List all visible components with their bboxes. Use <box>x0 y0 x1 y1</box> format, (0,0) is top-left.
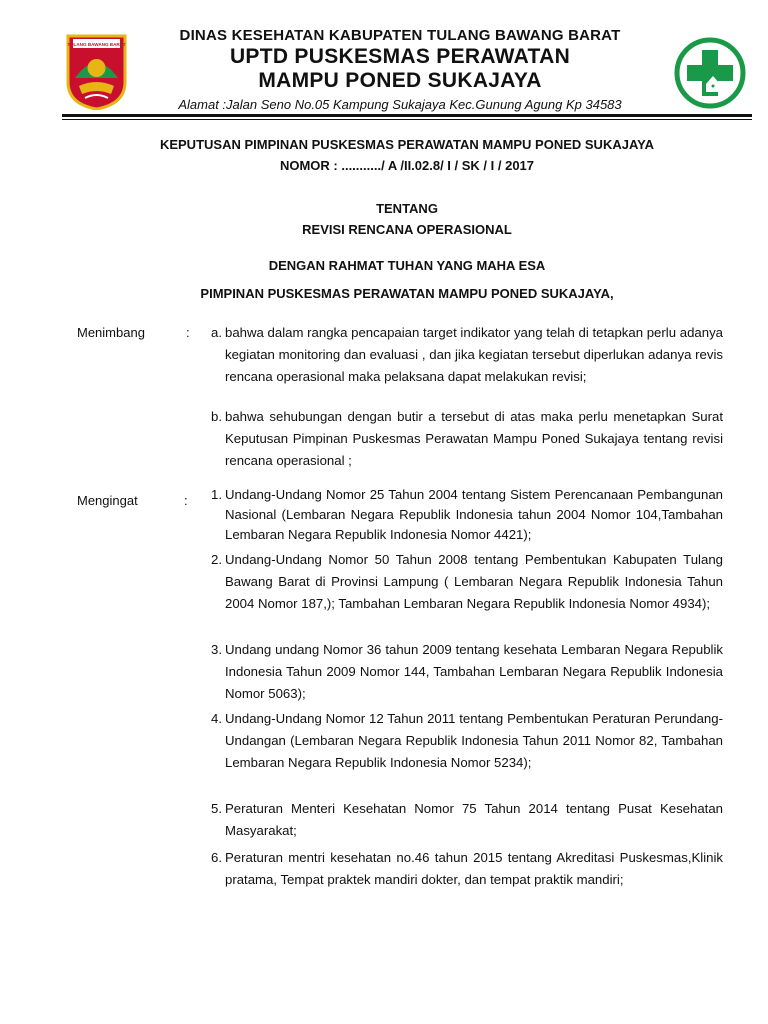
mengingat-item-4 <box>200 708 723 774</box>
mengingat-item-5 <box>200 798 723 842</box>
menimbang-item-b <box>200 406 723 472</box>
puskesmas-logo-icon <box>673 36 747 110</box>
mengingat-item-3 <box>200 639 723 705</box>
item-marker: 4. <box>211 711 222 726</box>
item-marker: 1. <box>211 487 222 502</box>
item-marker: 5. <box>211 801 222 816</box>
item-text: Undang-Undang Nomor 25 Tahun 2004 tentang Sistem Perencanaan Pembangunan Nasional (Lembaran Negara Republik Indonesia tahun 2004 Nomor 104,Tambahan Lembaran Negara Republik Indonesia Nomor 4421); <box>225 487 723 542</box>
decision-subject: REVISI RENCANA OPERASIONAL <box>302 222 512 237</box>
letterhead-text <box>130 27 670 114</box>
menimbang-label: Menimbang <box>77 325 145 340</box>
item-text: Undang undang Nomor 36 tahun 2009 tentang kesehata Lembaran Negara Republik Indonesia Tahun 2009 Nomor 144, Tambahan Lembaran Negara Republik Indonesia Nomor 5063); <box>225 642 723 701</box>
item-text: bahwa dalam rangka pencapaian target indikator yang telah di tetapkan perlu adanya kegiatan monitoring dan evaluasi , dan jika kegiatan tersebut diperlukan adanya revis rencana operasional maka pelaksana dapat melakukan revisi; <box>225 325 723 384</box>
mengingat-item-2 <box>200 549 723 615</box>
emblem-lettering: TULANG BAWANG BARAT <box>67 42 126 47</box>
item-marker: a. <box>211 325 222 340</box>
regency-emblem-icon <box>65 34 128 110</box>
letterhead-rule <box>62 114 752 117</box>
item-marker: 6. <box>211 850 222 865</box>
mengingat-label: Mengingat <box>77 493 138 508</box>
official-title: PIMPINAN PUSKESMAS PERAWATAN MAMPU PONED SUKAJAYA, <box>200 286 614 301</box>
item-text: Peraturan mentri kesehatan no.46 tahun 2015 tentang Akreditasi Puskesmas,Klinik pratama, Tempat praktek mandiri dokter, dan tempat praktik mandiri; <box>225 850 723 887</box>
address: Alamat :Jalan Seno No.05 Kampung Sukajaya Kec.Gunung Agung Kp 34583 <box>178 97 622 112</box>
item-text: Peraturan Menteri Kesehatan Nomor 75 Tahun 2014 tentang Pusat Kesehatan Masyarakat; <box>225 801 723 838</box>
item-marker: 2. <box>211 552 222 567</box>
menimbang-colon: : <box>186 325 190 340</box>
item-text: Undang-Undang Nomor 12 Tahun 2011 tentang Pembentukan Peraturan Perundang-Undangan (Lembaran Negara Republik Indonesia Tahun 2011 Nomor 82, Tambahan Lembaran Negara Republik Indonesia Nomor 5234); <box>225 711 723 770</box>
mengingat-colon: : <box>184 493 188 508</box>
menimbang-item-a <box>200 322 723 388</box>
mengingat-item-6 <box>200 847 723 891</box>
agency-name: DINAS KESEHATAN KABUPATEN TULANG BAWANG BARAT <box>179 27 621 44</box>
unit-name-line1: UPTD PUSKESMAS PERAWATAN <box>229 45 571 68</box>
item-text: Undang-Undang Nomor 50 Tahun 2008 tentang Pembentukan Kabupaten Tulang Bawang Barat di Provinsi Lampung ( Lembaran Negara Republik Indonesia Tahun 2004 Nomor 187,); Tambahan Lembaran Negara Republik Indonesia Nomor 4934); <box>225 552 723 611</box>
about-label: TENTANG <box>376 201 438 216</box>
decision-number: NOMOR : .........../ A /II.02.8/ I / SK / I / 2017 <box>279 158 535 173</box>
mengingat-item-1 <box>200 485 723 545</box>
decision-title: KEPUTUSAN PIMPINAN PUSKESMAS PERAWATAN MAMPU PONED SUKAJAYA <box>159 137 655 152</box>
invocation: DENGAN RAHMAT TUHAN YANG MAHA ESA <box>268 258 546 273</box>
item-text: bahwa sehubungan dengan butir a tersebut di atas maka perlu menetapkan Surat Keputusan Pimpinan Puskesmas Perawatan Mampu Poned Sukajaya tentang revisi rencana operasional ; <box>225 409 723 468</box>
unit-name-line2: MAMPU PONED SUKAJAYA <box>258 69 542 92</box>
letterhead <box>0 0 768 125</box>
item-marker: b. <box>211 409 222 424</box>
item-marker: 3. <box>211 642 222 657</box>
letterhead-rule-thin <box>62 119 752 120</box>
